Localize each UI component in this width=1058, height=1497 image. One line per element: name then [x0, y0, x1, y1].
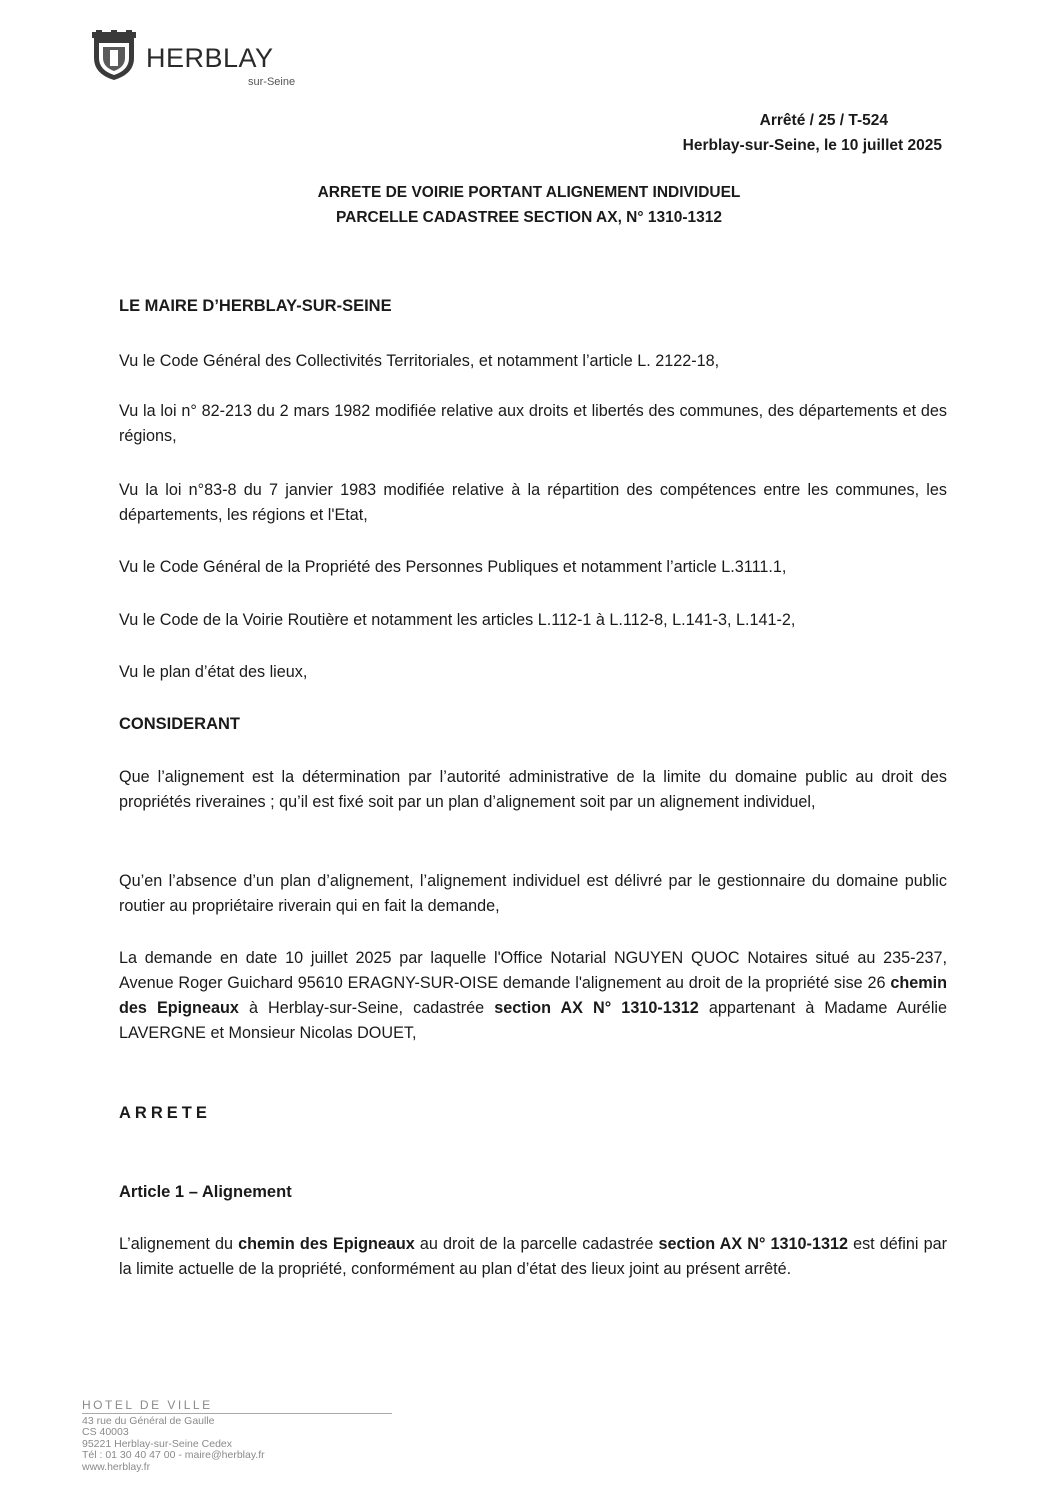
footer-line-2: CS 40003 [82, 1426, 129, 1438]
footer-line-4: Tél : 01 30 40 47 00 - maire@herblay.fr [82, 1449, 265, 1461]
a1-text-c: au droit de la parcelle cadastrée [414, 1235, 659, 1253]
footer-line-5: www.herblay.fr [82, 1460, 151, 1473]
logo-subtitle: sur-Seine [248, 76, 296, 88]
logo-name: HERBLAY [146, 43, 274, 73]
place-date: Herblay-sur-Seine, le 10 juillet 2025 [682, 137, 942, 154]
city-crest-icon [88, 30, 140, 82]
a1-street: chemin des Epigneaux [238, 1235, 415, 1253]
title-line-2: PARCELLE CADASTREE SECTION AX, N° 1310-1312 [335, 209, 723, 226]
considerant-1: Que l’alignement est la détermination par l’autorité administrative de la limite du domaine public au droit des propriétés riveraines ; qu’il est fixé soit par un plan d’alignement soit par un alignement individuel, [119, 768, 947, 811]
article-1-text [119, 1232, 947, 1282]
reference-block [682, 108, 942, 158]
c3-street: chemin des Epigneaux [119, 974, 947, 1017]
vu-loi-1983: Vu la loi n°83-8 du 7 janvier 1983 modifiée relative à la répartition des compétences entre les communes, les départements, les régions et l'Etat, [119, 481, 947, 524]
vu-loi-1982: Vu la loi n° 82-213 du 2 mars 1982 modifiée relative aux droits et libertés des communes, des départements et des régions, [119, 402, 947, 445]
considerant-heading: CONSIDERANT [119, 715, 241, 733]
considerant-3 [119, 946, 947, 1046]
c3-parcel: section AX N° 1310-1312 [494, 999, 699, 1017]
a1-text-a: L’alignement du [119, 1235, 239, 1253]
document-title [0, 180, 1058, 230]
arrete-number: Arrêté / 25 / T-524 [759, 112, 889, 129]
considerant-2: Qu’en l’absence d’un plan d’alignement, l’alignement individuel est délivré par le gestionnaire du domaine public routier au propriétaire riverain qui en fait la demande, [119, 872, 947, 915]
vu-plan-etat: Vu le plan d’état des lieux, [119, 663, 308, 681]
arrete-heading: ARRETE [119, 1104, 211, 1122]
a1-parcel: section AX N° 1310-1312 [658, 1235, 848, 1253]
a1-text-e: est défini par la limite actuelle de la propriété, conformément au plan d’état des lieux joint au présent arrêté. [119, 1235, 947, 1278]
c3-text-e: appartenant à Madame Aurélie LAVERGNE et Monsieur Nicolas DOUET, [119, 999, 948, 1042]
footer-line-1: 43 rue du Général de Gaulle [82, 1414, 215, 1427]
vu-code-propriete: Vu le Code Général de la Propriété des Personnes Publiques et notamment l’article L.3111.1, [119, 558, 787, 576]
maire-heading: LE MAIRE D’HERBLAY-SUR-SEINE [119, 297, 392, 315]
footer-address [82, 1400, 392, 1473]
c3-text-a: La demande en date 10 juillet 2025 par laquelle l'Office Notarial NGUYEN QUOC Notaires situé au 235-237, Avenue Roger Guichard 95610 ERAGNY-SUR-OISE demande l'alignement au droit de la propriété sise 26 [119, 949, 947, 992]
c3-text-c: à Herblay-sur-Seine, cadastrée [238, 999, 495, 1017]
herblay-logo [88, 30, 328, 90]
footer-line-3: 95221 Herblay-sur-Seine Cedex [82, 1437, 232, 1450]
footer-title: HOTEL DE VILLE [82, 1400, 392, 1414]
article-1-title: Article 1 – Alignement [119, 1183, 292, 1201]
vu-code-voirie: Vu le Code de la Voirie Routière et notamment les articles L.112-1 à L.112-8, L.141-3, L.141-2, [119, 611, 796, 629]
vu-code-cgct: Vu le Code Général des Collectivités Territoriales, et notamment l’article L. 2122-18, [119, 352, 720, 370]
title-line-1: ARRETE DE VOIRIE PORTANT ALIGNEMENT INDIVIDUEL [317, 184, 741, 201]
